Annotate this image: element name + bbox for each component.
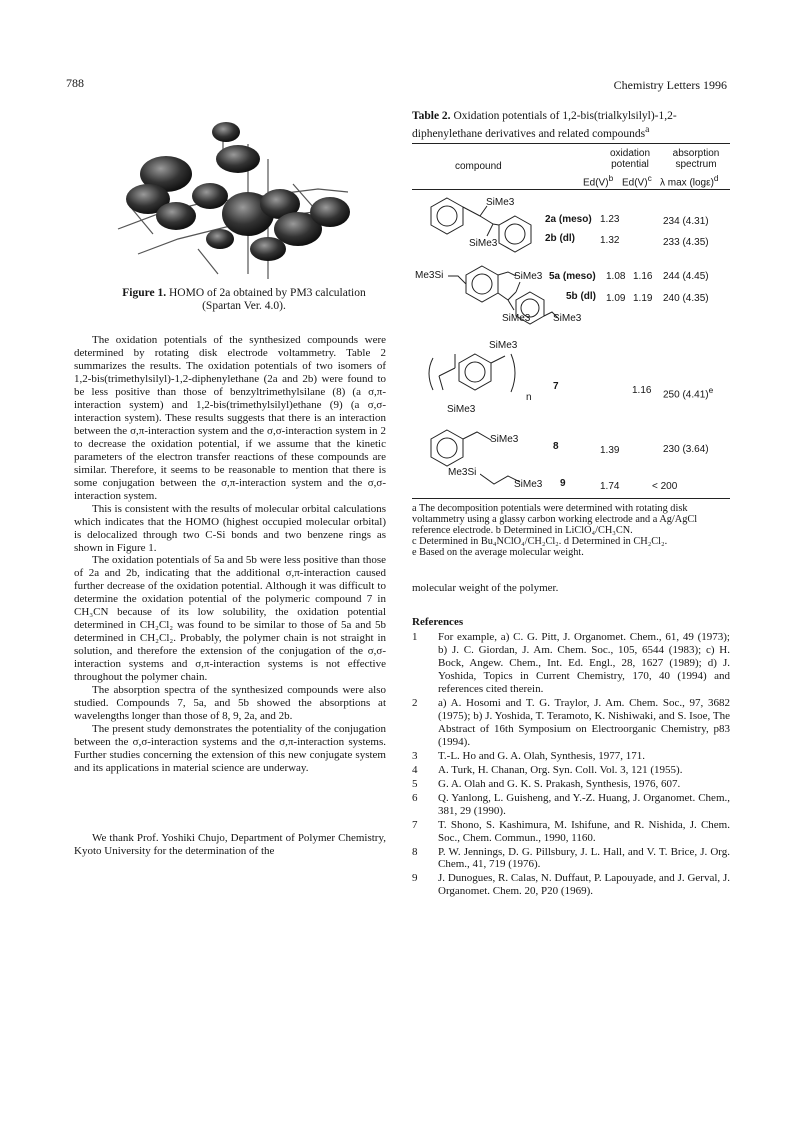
abs-9: < 200 [652,481,678,492]
left-column-body [74,334,386,775]
ed-b-5a: 1.08 [606,271,626,282]
compound-9: 9 [560,478,566,489]
reference-number: 7 [412,818,418,831]
head-ed-b-sup: b [608,173,614,183]
table-title [412,110,730,141]
reference-number: 3 [412,749,418,762]
paragraph: The oxidation potentials of the synthesized compounds were determined by rotating disk electrode voltammetry. Table 2 summarizes the results. The oxidation potentials of two isomers of 1,2-bis(trimethylsilyl)-1,2-diphenylethane (2a and 2b) were found to be less positive than those of benzyltrimethylsilane (8) (a σ,π-interaction system) and 1,2-bis(trimethylsilyl)ethane (9) (a σ,σ-interaction system). These results suggests that there is an interaction between the σ,π-interaction system and the σ,σ-interaction system in 2 to decrease the oxidation potential, if we assume that the kinetic parameters of the electron transfer reactions of these compounds are similar. Therefore, it seems to be reasonable to mention that there is some conjugation between the σ,π-interaction system and the σ,σ-interaction system. [74,334,386,502]
figure-caption [74,287,414,313]
struct-7-n: n [526,392,532,403]
table-head-compound: compound [455,161,502,172]
table-head-lambda [660,174,719,188]
compound-8: 8 [553,441,559,452]
references-list [412,631,730,899]
struct-5-sime3-right: SiMe3 [553,313,582,324]
head-ed-c-sup: c [647,173,652,183]
struct-5-sime3-bottom: SiMe3 [502,313,531,324]
references-heading: References [412,616,464,628]
ed-c-5a: 1.16 [633,271,653,282]
figure-label: Figure 1. [122,287,167,299]
head-ed-c: Ed(V) [622,177,648,189]
paragraph: The absorption spectra of the synthesized compounds were also studied. Compounds 7, 5a, and 5b showed the absorptions at wavelengths longer than those of 8, 9, 2a, and 2b. [74,684,386,723]
struct-5-me3si: Me3Si [415,270,444,281]
reference-item [412,750,730,763]
abs-2a: 234 (4.31) [663,216,709,227]
reference-text: Q. Yanlong, L. Guisheng, and Y.-Z. Huang, J. Organomet. Chem., 381, 29 (1990). [438,791,730,817]
reference-text: J. Dunogues, R. Calas, N. Duffaut, P. Lapouyade, and J. Gerval, J. Organomet. Chem. 20, P20 (1969). [438,872,730,898]
reference-item [412,764,730,777]
right-column-continuation: molecular weight of the polymer. [412,582,559,594]
paragraph: This is consistent with the results of molecular orbital calculations which indicates that the HOMO (highest occupied molecular orbital) is delocalized through two C-Si bonds and two benzene rings as shown in Figure 1. [74,502,386,554]
table-bottom-rule [412,498,730,499]
homo-orbital-figure [98,104,368,284]
struct-5-sime3-top: SiMe3 [514,271,543,282]
ed-c-5b: 1.19 [633,293,653,304]
ed-b-2a: 1.23 [600,214,620,225]
struct-9-sime3: SiMe3 [514,479,543,490]
compound-2b: 2b (dl) [545,233,575,244]
struct-8-sime3: SiMe3 [490,434,519,445]
abs-7-sup: e [708,385,714,395]
reference-text: G. A. Olah and G. K. S. Prakash, Synthesis, 1976, 607. [438,777,681,790]
abs-2b: 233 (4.35) [663,237,709,248]
table-title-sup: a [645,123,650,135]
head-lambda-sup: d [713,173,719,183]
reference-number: 1 [412,631,418,643]
head-ox-line2: potential [611,159,649,170]
struct-7-sime3-bottom: SiMe3 [447,404,476,415]
table-head-ed-c [622,174,652,188]
table-head-oxidation [590,148,670,170]
paragraph: The oxidation potentials of 5a and 5b were less positive than those of 2a and 2b, indicating that the additional σ,π-interaction caused further decrease of the oxidation potential. Although it was difficult to determine the oxidation potential of the polymeric compound 7 in CH₃CN because of its low solubility, the oxidation potential determined in CH₂Cl₂ was found to be similar to those of 5a and 5b determined in CH₂Cl₂. Probably, the polymer chain is not straight in solution, and therefore the extension of the conjugation of the σ,σ-interaction systems and σ,π-interaction systems is not effective throughout the polymer chain. [74,554,386,684]
head-abs-line1: absorption [672,148,720,159]
footnote: e Based on the average molecular weight. [412,547,584,559]
reference-number: 6 [412,791,418,804]
footnote: c Determined in Bu₄NClO₄/CH₂Cl₂. d Determined in CH₂Cl₂. [412,536,668,548]
acknowledgement-text: We thank Prof. Yoshiki Chujo, Department of Polymer Chemistry, Kyoto University for the determination of the [74,832,386,857]
table-head-absorption [660,148,732,170]
reference-item [412,872,730,898]
figure-caption-line2: (Spartan Ver. 4.0). [202,300,286,313]
reference-number: 4 [412,763,418,776]
structure-7 [425,342,535,404]
table-top-rule [412,143,730,144]
reference-text: For example, a) C. G. Pitt, J. Organomet. Chem., 61, 49 (1973); b) J. C. Giordan, J. Am. Chem. Soc., 105, 6544 (1983); c) H. Bock, Angew. Chem., Int. Ed. Engl., 28, 1627 (1989); d) J. Yoshida, Topics in Current Chemistry, 170, 40 (1994) and references cited therein. [438,631,730,695]
journal-header: Chemistry Letters 1996 [613,78,727,92]
reference-text: P. W. Jennings, D. G. Pillsbury, J. L. Hall, and V. T. Brice, J. Org. Chem., 41, 719 (1976). [438,845,730,871]
reference-item [412,697,730,749]
reference-number: 9 [412,872,418,885]
head-lambda: λ max (logε) [660,177,714,189]
reference-number: 8 [412,845,418,858]
ed-b-9: 1.74 [600,481,620,492]
ed-c-7: 1.16 [632,385,652,396]
struct-9-me3si: Me3Si [448,467,477,478]
struct-2-sime3-top: SiMe3 [486,197,515,208]
abs-5b: 240 (4.35) [663,293,709,304]
ed-b-5b: 1.09 [606,293,626,304]
reference-number: 2 [412,696,418,709]
reference-item [412,778,730,791]
head-ed-b: Ed(V) [583,177,609,189]
compound-2a: 2a (meso) [545,214,592,225]
page-number: 788 [66,76,84,90]
compound-5a: 5a (meso) [549,271,596,282]
table-footnotes [412,503,730,559]
compound-5b: 5b (dl) [566,291,596,302]
figure-caption-line1: HOMO of 2a obtained by PM3 calculation [169,287,366,299]
table-head-ed-b [583,174,613,188]
abs-5a: 244 (4.45) [663,271,709,282]
reference-text: T. Shono, S. Kashimura, M. Ishifune, and R. Nishida, J. Chem. Soc., Chem. Commun., 1990, 1160. [438,818,730,844]
head-abs-line2: spectrum [675,159,717,170]
abs-7-value: 250 (4.41) [663,389,709,401]
reference-text: T.-L. Ho and G. A. Olah, Synthesis, 1977, 171. [438,749,645,762]
ed-b-2b: 1.32 [600,235,620,246]
reference-text: A. Turk, H. Chanan, Org. Syn. Coll. Vol. 3, 121 (1955). [438,763,683,776]
struct-7-sime3-top: SiMe3 [489,340,518,351]
table-title-text: Oxidation potentials of 1,2-bis(trialkylsilyl)-1,2-diphenylethane derivatives and related compounds [412,110,677,140]
reference-item [412,819,730,845]
reference-text: a) A. Hosomi and T. G. Traylor, J. Am. Chem. Soc., 97, 3682 (1975); b) J. Yoshida, T. Teramoto, K. Nishiwaki, and S. Isoe, The Abstract of 16th Symposium on Electroorganic Chemistry, p83 (1994). [438,696,730,748]
reference-item [412,846,730,872]
paragraph: The present study demonstrates the potentiality of the conjugation between the σ,σ-interaction systems and the σ,π-interaction systems. Further studies concerning the extension of this new conjugate system and its applications in material science are underway. [74,723,386,774]
struct-2-sime3-bottom: SiMe3 [469,238,498,249]
compound-7: 7 [553,381,559,392]
reference-item [412,792,730,818]
reference-number: 5 [412,777,418,790]
abs-8: 230 (3.64) [663,444,709,455]
table-label: Table 2. [412,110,451,122]
table-header-rule [412,189,730,190]
head-ox-line1: oxidation [609,148,651,159]
reference-item [412,631,730,696]
ed-b-8: 1.39 [600,445,620,456]
abs-7 [663,385,713,400]
footnote: a The decomposition potentials were determined with rotating disk voltammetry using a glassy carbon working electrode and a Ag/AgCl reference electrode. b Determined in LiClO₄/CH₃CN. [412,503,698,537]
acknowledgement [74,832,386,858]
